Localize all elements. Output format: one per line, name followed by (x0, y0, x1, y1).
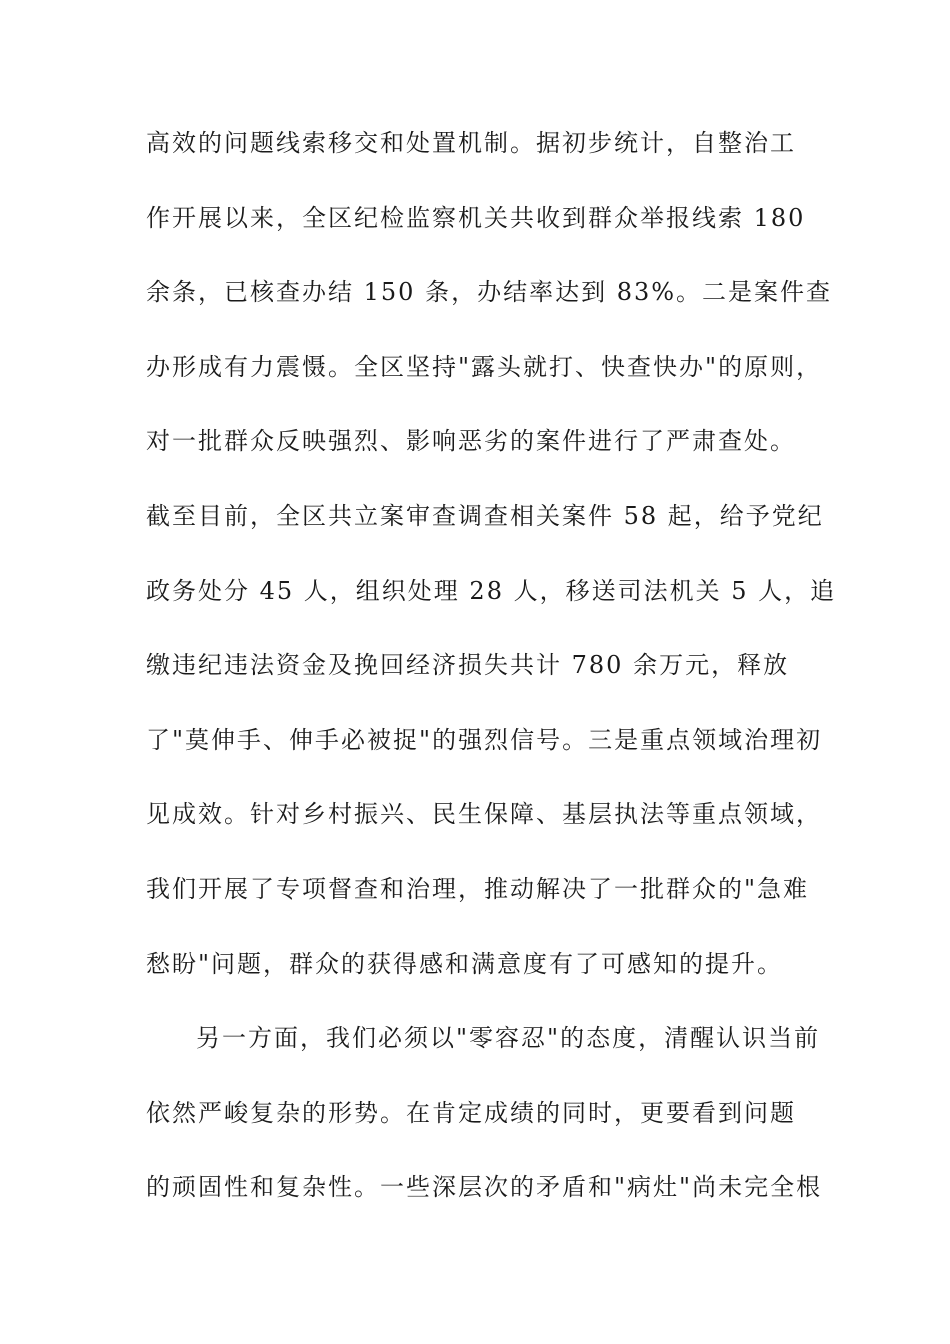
text-line-2: 作开展以来，全区纪检监察机关共收到群众举报线索 180 (146, 203, 806, 232)
text-line-9: 了"莫伸手、伸手必被捉"的强烈信号。三是重点领域治理初 (146, 725, 823, 754)
text-line-6: 截至目前，全区共立案审查调查相关案件 58 起，给予党纪 (146, 501, 824, 530)
text-line-12: 愁盼"问题，群众的获得感和满意度有了可感知的提升。 (146, 949, 784, 978)
text-line-1: 高效的问题线索移交和处置机制。据初步统计，自整治工 (146, 129, 796, 157)
text-line-14: 依然严峻复杂的形势。在肯定成绩的同时，更要看到问题 (146, 1098, 796, 1127)
text-line-7: 政务处分 45 人，组织处理 28 人，移送司法机关 5 人，追 (146, 576, 837, 605)
text-line-3: 余条，已核查办结 150 条，办结率达到 83%。二是案件查 (146, 278, 833, 307)
text-line-5: 对一批群众反映强烈、影响恶劣的案件进行了严肃查处。 (146, 427, 796, 456)
text-line-4: 办形成有力震慑。全区坚持"露头就打、快查快办"的原则， (146, 352, 823, 381)
text-line-11: 我们开展了专项督查和治理，推动解决了一批群众的"急难 (146, 874, 810, 903)
text-line-8: 缴违纪违法资金及挽回经济损失共计 780 余万元，释放 (146, 651, 790, 680)
text-line-10: 见成效。针对乡村振兴、民生保障、基层执法等重点领域， (146, 800, 822, 829)
text-line-13-paragraph-start: 另一方面，我们必须以"零容忍"的态度，清醒认识当前 (196, 1024, 821, 1053)
text-line-15: 的顽固性和复杂性。一些深层次的矛盾和"病灶"尚未完全根 (146, 1173, 823, 1202)
body-text (146, 118, 837, 1237)
